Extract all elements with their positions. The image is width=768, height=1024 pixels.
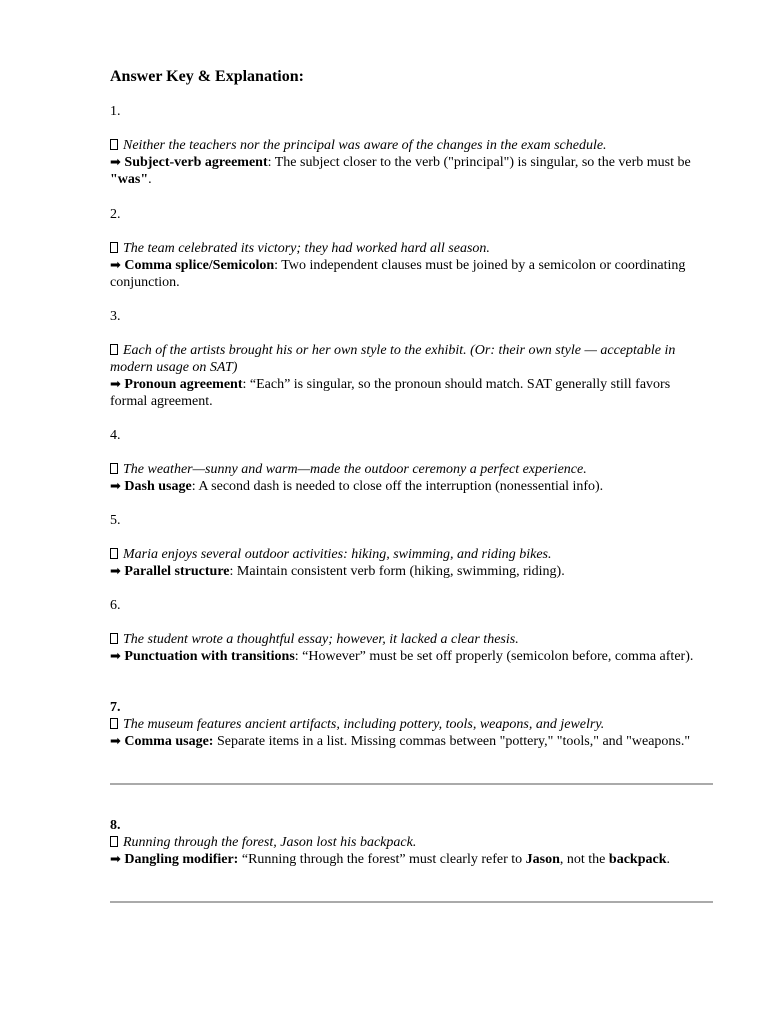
check-box-icon	[110, 548, 118, 559]
right-arrow-icon: ➡	[110, 479, 121, 494]
item-number: 2.	[110, 207, 121, 222]
divider	[110, 901, 713, 903]
answer-item-6	[110, 597, 710, 665]
check-box-icon	[110, 633, 118, 644]
check-box-icon	[110, 139, 118, 150]
item-number: 1.	[110, 104, 121, 119]
right-arrow-icon: ➡	[110, 564, 121, 579]
item-number: 6.	[110, 598, 121, 613]
explanation-emphasis: backpack	[608, 852, 667, 867]
check-box-icon	[110, 718, 118, 729]
answer-item-5	[110, 512, 710, 580]
item-number: 7.	[110, 700, 121, 715]
right-arrow-icon: ➡	[110, 852, 121, 867]
rule-name: Parallel structure	[124, 564, 230, 579]
corrected-sentence: Running through the forest, Jason lost his backpack.	[123, 835, 417, 850]
rule-name: Dash usage	[124, 479, 192, 494]
check-box-icon	[110, 463, 118, 474]
rule-name: Comma splice/Semicolon	[124, 258, 275, 273]
rule-name: Comma usage:	[124, 734, 214, 749]
rule-name: Pronoun agreement	[124, 377, 243, 392]
check-box-icon	[110, 836, 118, 847]
page-title: Answer Key & Explanation:	[110, 68, 304, 85]
explanation: : “Each” is singular, so the pronoun should match. SAT generally still favors formal agreement.	[110, 377, 671, 409]
item-number: 8.	[110, 818, 121, 833]
rule-name: Dangling modifier:	[124, 852, 239, 867]
right-arrow-icon: ➡	[110, 649, 121, 664]
explanation: : The subject closer to the verb ("principal") is singular, so the verb must be	[267, 155, 691, 170]
answer-item-1	[110, 103, 710, 188]
check-box-icon	[110, 242, 118, 253]
explanation-emphasis: Jason	[525, 852, 560, 867]
item-number: 5.	[110, 513, 121, 528]
right-arrow-icon: ➡	[110, 734, 121, 749]
rule-name: Subject-verb agreement	[124, 155, 268, 170]
check-box-icon	[110, 344, 118, 355]
explanation: Separate items in a list. Missing commas between "pottery," "tools," and "weapons."	[213, 734, 691, 749]
answer-item-4	[110, 427, 710, 495]
right-arrow-icon: ➡	[110, 377, 121, 392]
item-number: 3.	[110, 309, 121, 324]
item-number: 4.	[110, 428, 121, 443]
explanation: , not the	[559, 852, 609, 867]
answer-item-8	[110, 817, 710, 868]
corrected-sentence: The team celebrated its victory; they had worked hard all season.	[123, 241, 490, 256]
right-arrow-icon: ➡	[110, 258, 121, 273]
corrected-sentence: The student wrote a thoughtful essay; however, it lacked a clear thesis.	[123, 632, 519, 647]
explanation: : “However” must be set off properly (semicolon before, comma after).	[294, 649, 694, 664]
corrected-sentence: Maria enjoys several outdoor activities: hiking, swimming, and riding bikes.	[123, 547, 552, 562]
corrected-sentence: The weather—sunny and warm—made the outdoor ceremony a perfect experience.	[123, 462, 587, 477]
explanation: : A second dash is needed to close off the interruption (nonessential info).	[191, 479, 604, 494]
corrected-sentence: The museum features ancient artifacts, including pottery, tools, weapons, and jewelry.	[123, 717, 605, 732]
explanation: : Maintain consistent verb form (hiking, swimming, riding).	[229, 564, 565, 579]
answer-item-2	[110, 206, 710, 291]
explanation: : Two independent clauses must be joined by a semicolon or coordinating conjunction.	[110, 258, 686, 290]
explanation: “Running through the forest” must clearly refer to	[238, 852, 526, 867]
explanation-end: .	[148, 172, 152, 187]
answer-item-3	[110, 308, 710, 410]
right-arrow-icon: ➡	[110, 155, 121, 170]
corrected-sentence: Neither the teachers nor the principal was aware of the changes in the exam schedule.	[123, 138, 607, 153]
answer-item-7	[110, 699, 710, 750]
explanation-end: .	[666, 852, 670, 867]
corrected-sentence: Each of the artists brought his or her own style to the exhibit. (Or: their own style — acceptable in modern usage on SAT)	[110, 343, 676, 375]
rule-name: Punctuation with transitions	[124, 649, 295, 664]
explanation-emphasis: "was"	[110, 172, 149, 187]
divider	[110, 783, 713, 785]
